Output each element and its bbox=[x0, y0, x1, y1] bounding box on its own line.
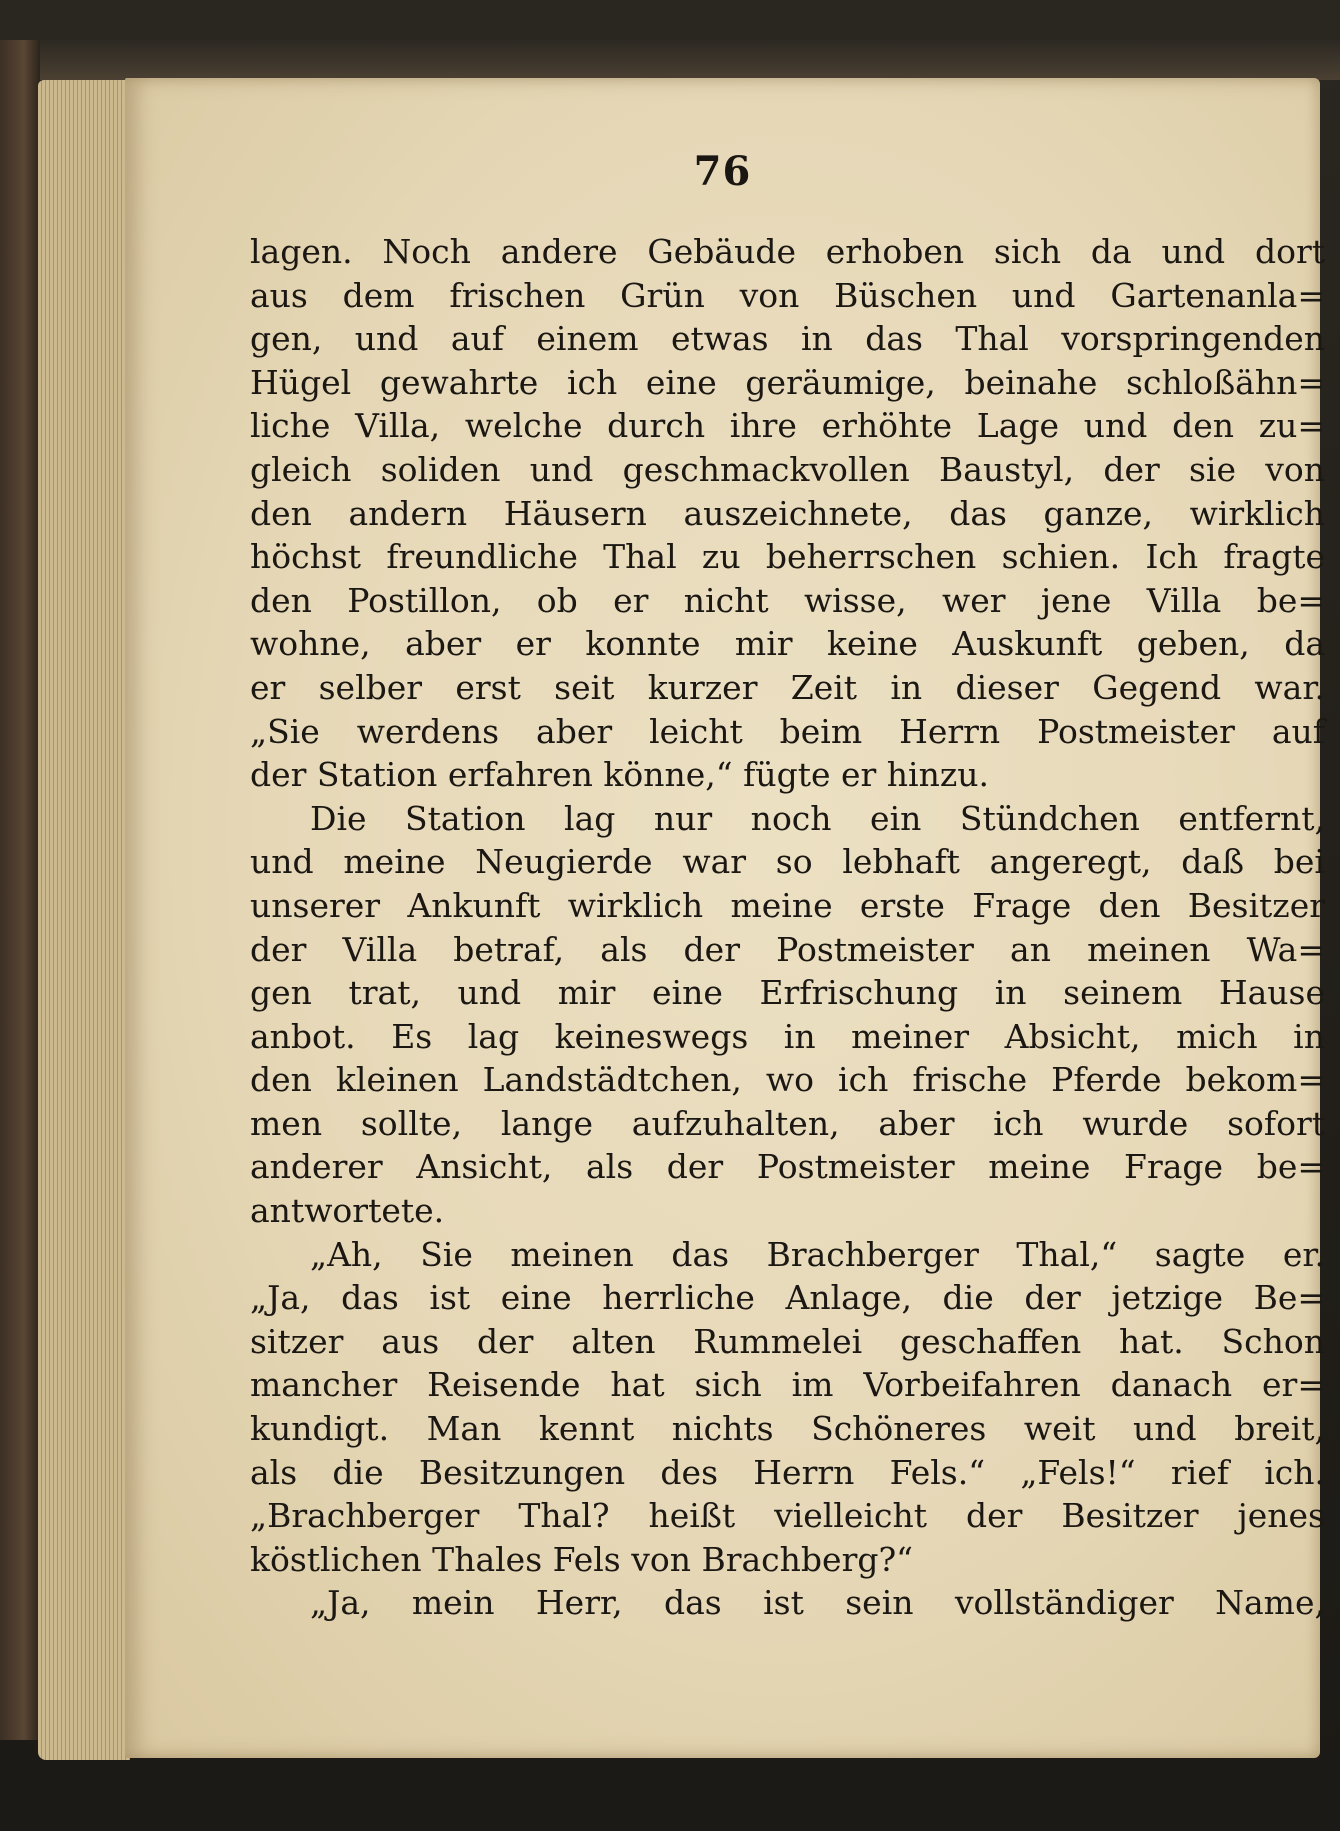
text-line: anderer Ansicht, als der Postmeister meine Frage be= bbox=[250, 1147, 1325, 1187]
text-line: „Ja, das ist eine herrliche Anlage, die der jetzige Be= bbox=[250, 1278, 1325, 1318]
text-line: anbot. Es lag keineswegs in meiner Absicht, mich in bbox=[250, 1016, 1325, 1056]
text-line: den Postillon, ob er nicht wisse, wer jene Villa be= bbox=[250, 580, 1325, 620]
text-line: men sollte, lange aufzuhalten, aber ich wurde sofort bbox=[250, 1103, 1325, 1143]
text-line: „Ja, mein Herr, das ist sein vollständiger Name, bbox=[310, 1583, 1325, 1623]
text-line: kundigt. Man kennt nichts Schöneres weit und breit, bbox=[250, 1409, 1325, 1449]
text-line: gen, und auf einem etwas in das Thal vorspringenden bbox=[250, 319, 1325, 359]
book-page bbox=[125, 78, 1325, 1758]
text-line: er selber erst seit kurzer Zeit in dieser Gegend war. bbox=[250, 667, 1325, 707]
text-line: lagen. Noch andere Gebäude erhoben sich da und dort bbox=[250, 232, 1325, 271]
text-line: und meine Neugierde war so lebhaft angeregt, daß bei bbox=[250, 842, 1325, 882]
text-line: als die Besitzungen des Herrn Fels.“ „Fels!“ rief ich. bbox=[250, 1452, 1325, 1492]
text-line: den kleinen Landstädtchen, wo ich frische Pferde bekom= bbox=[250, 1060, 1325, 1100]
book-cover-spine bbox=[0, 40, 40, 1740]
text-line: gleich soliden und geschmackvollen Baustyl, der sie von bbox=[250, 449, 1325, 489]
text-line: liche Villa, welche durch ihre erhöhte Lage und den zu= bbox=[250, 406, 1325, 446]
book-cover-top bbox=[0, 40, 1340, 80]
text-line: der Station erfahren könne,“ fügte er hinzu. bbox=[250, 755, 989, 795]
text-line: sitzer aus der alten Rummelei geschaffen hat. Schon bbox=[250, 1321, 1325, 1361]
body-text bbox=[250, 230, 1325, 1625]
text-line: „Sie werdens aber leicht beim Herrn Postmeister auf bbox=[250, 711, 1325, 751]
text-line: köstlichen Thales Fels von Brachberg?“ bbox=[250, 1539, 914, 1579]
text-line: höchst freundliche Thal zu beherrschen schien. Ich fragte bbox=[250, 537, 1325, 577]
text-line: mancher Reisende hat sich im Vorbeifahren danach er= bbox=[250, 1365, 1325, 1405]
text-line: aus dem frischen Grün von Büschen und Gartenanla= bbox=[250, 275, 1325, 315]
page-edges bbox=[38, 80, 130, 1760]
text-line: unserer Ankunft wirklich meine erste Frage den Besitzer bbox=[250, 885, 1325, 925]
text-line: gen trat, und mir eine Erfrischung in seinem Hause bbox=[250, 973, 1325, 1013]
text-line: der Villa betraf, als der Postmeister an meinen Wa= bbox=[250, 929, 1325, 969]
text-line: wohne, aber er konnte mir keine Auskunft geben, da bbox=[250, 624, 1325, 664]
text-line: Hügel gewahrte ich eine geräumige, beinahe schloßähn= bbox=[250, 362, 1325, 402]
text-line: den andern Häusern auszeichnete, das ganze, wirklich bbox=[250, 493, 1325, 533]
text-line: Die Station lag nur noch ein Stündchen entfernt, bbox=[310, 798, 1325, 838]
page-number: 76 bbox=[693, 148, 752, 195]
text-line: „Ah, Sie meinen das Brachberger Thal,“ sagte er. bbox=[310, 1234, 1325, 1274]
text-line: antwortete. bbox=[250, 1191, 445, 1231]
text-line: „Brachberger Thal? heißt vielleicht der Besitzer jenes bbox=[250, 1496, 1325, 1536]
